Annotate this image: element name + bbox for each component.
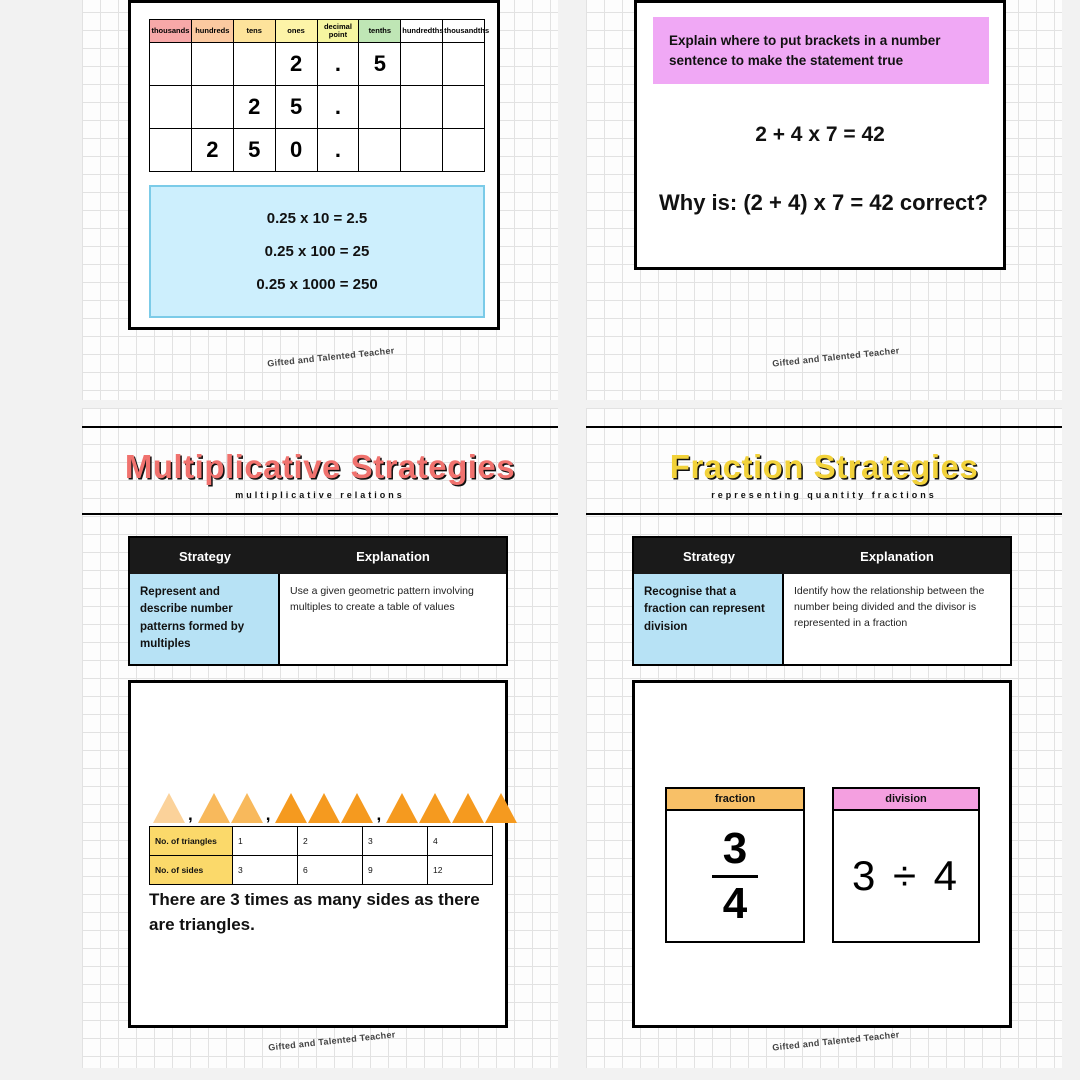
cell [401,43,443,86]
table-row [150,827,493,856]
watermark: Gifted and Talented Teacher [266,345,395,369]
brackets-question-line2: correct? [899,190,988,215]
triangle-icon [231,793,263,823]
row-label-sides: No. of sides [150,856,233,885]
cell-explanation: Identify how the relationship between the number being divided and the divisor is represented in a fraction [794,585,985,629]
place-value-card [128,0,500,330]
triangle-icon [386,793,418,823]
cell: 5 [275,86,317,129]
cell-explanation: Use a given geometric pattern involving multiples to create a table of values [290,585,474,613]
equation-times-100: 0.25 x 100 = 25 [264,243,370,260]
brackets-card [634,0,1006,270]
brackets-question-line1: Why is: (2 + 4) x 7 = 42 [659,190,894,215]
triangle-icon [275,793,307,823]
column-header-hundreds: hundreds [191,20,233,43]
cell [150,86,192,129]
page-title [82,448,558,500]
page-title-text: Multiplicative Strategies [124,448,516,485]
strategy-table [128,536,508,666]
cell: 5 [233,129,275,172]
pattern-separator: , [188,805,193,824]
equation-times-1000: 0.25 x 1000 = 250 [256,276,378,293]
fraction-numerator: 3 [722,823,748,873]
cell: 2 [191,129,233,172]
cell [443,129,485,172]
header-explanation: Explanation [356,548,430,564]
watermark: Gifted and Talented Teacher [771,1029,900,1053]
watermark: Gifted and Talented Teacher [267,1029,396,1053]
page-title [586,448,1062,500]
worksheet-page-multiplicative [82,408,558,1068]
page-gutter [0,400,1080,408]
column-header-thousands: thousands [150,20,192,43]
header-strategy: Strategy [682,548,736,564]
header-explanation: Explanation [860,548,934,564]
place-value-header-row [150,20,485,43]
cell: 12 [428,856,493,885]
title-bottom-rule [82,513,558,515]
row-label-triangles: No. of triangles [150,827,233,856]
triangle-icon [419,793,451,823]
cell: 1 [233,827,298,856]
strategy-table-header [634,538,1010,574]
column-header-hundredths: hundredths [401,20,443,43]
pattern-separator: , [265,805,271,824]
triangle-icon [341,793,373,823]
cell [401,129,443,172]
fraction-card [665,787,805,943]
column-header-tens: tens [233,20,275,43]
equations-panel [149,185,485,318]
cell: 2 [275,43,317,86]
title-bottom-rule [586,513,1062,515]
title-top-rule [82,426,558,428]
page-subtitle: multiplicative relations [235,490,405,500]
cell: 2 [233,86,275,129]
column-header-ones: ones [275,20,317,43]
worksheet-page-brackets [586,0,1062,400]
triangle-icon [308,793,340,823]
column-header-thousandths: thousandths [443,20,485,43]
strategy-table-row [634,574,1010,664]
division-card-body [832,811,980,943]
triangle-icon [153,793,185,823]
cell: 3 [233,856,298,885]
column-header-decimal-point: decimal point [317,20,359,43]
triangle-icon [198,793,230,823]
table-row [150,86,485,129]
division-card [832,787,980,943]
triangle-icon [452,793,484,823]
cell-strategy: Represent and describe number patterns formed by multiples [130,574,280,664]
division-expression: 3 ÷ 4 [851,852,961,899]
page-subtitle: representing quantity fractions [711,490,937,500]
equation-times-10: 0.25 x 10 = 2.5 [266,210,368,227]
fraction-card-label: fraction [665,787,805,811]
cell [233,43,275,86]
cell [443,43,485,86]
table-row [150,43,485,86]
example-card [128,680,508,1028]
cell: 6 [298,856,363,885]
place-value-table [149,19,490,172]
pattern-separator: , [376,805,382,824]
fraction-three-quarters [712,823,758,928]
strategy-table-row [130,574,506,664]
strategy-table-header [130,538,506,574]
triangle-values-table [149,826,493,885]
example-card [632,680,1012,1028]
column-header-tenths: tenths [359,20,401,43]
number-sentence: 2 + 4 x 7 = 42 [755,123,885,146]
cell [150,43,192,86]
fraction-bar [712,875,758,878]
header-strategy: Strategy [178,548,232,564]
title-top-rule [586,426,1062,428]
cell [191,86,233,129]
cell: . [317,86,359,129]
cell-strategy: Recognise that a fraction can represent division [634,574,784,664]
table-row [150,856,493,885]
cell: 5 [359,43,401,86]
example-statement: There are 3 times as many sides as there are triangles. [149,890,480,934]
cell: 2 [298,827,363,856]
cell [443,86,485,129]
worksheet-page-fraction [586,408,1062,1068]
cell: 0 [275,129,317,172]
worksheet-page-place-value [82,0,558,400]
cell [150,129,192,172]
cell [191,43,233,86]
watermark: Gifted and Talented Teacher [771,345,900,369]
cell: 9 [363,856,428,885]
strategy-table [632,536,1012,666]
fraction-denominator: 4 [722,878,748,928]
cell: . [317,43,359,86]
fraction-card-body [665,811,805,943]
division-card-label: division [832,787,980,811]
cell: . [317,129,359,172]
cell: 3 [363,827,428,856]
cell [401,86,443,129]
cell [359,129,401,172]
cell: 4 [428,827,493,856]
brackets-question [659,186,989,219]
cell [359,86,401,129]
triangle-icon [485,793,517,823]
triangle-pattern [153,779,493,823]
table-row [150,129,485,172]
brackets-prompt: Explain where to put brackets in a number sentence to make the statement true [653,17,989,84]
page-title-text: Fraction Strategies [669,448,979,485]
